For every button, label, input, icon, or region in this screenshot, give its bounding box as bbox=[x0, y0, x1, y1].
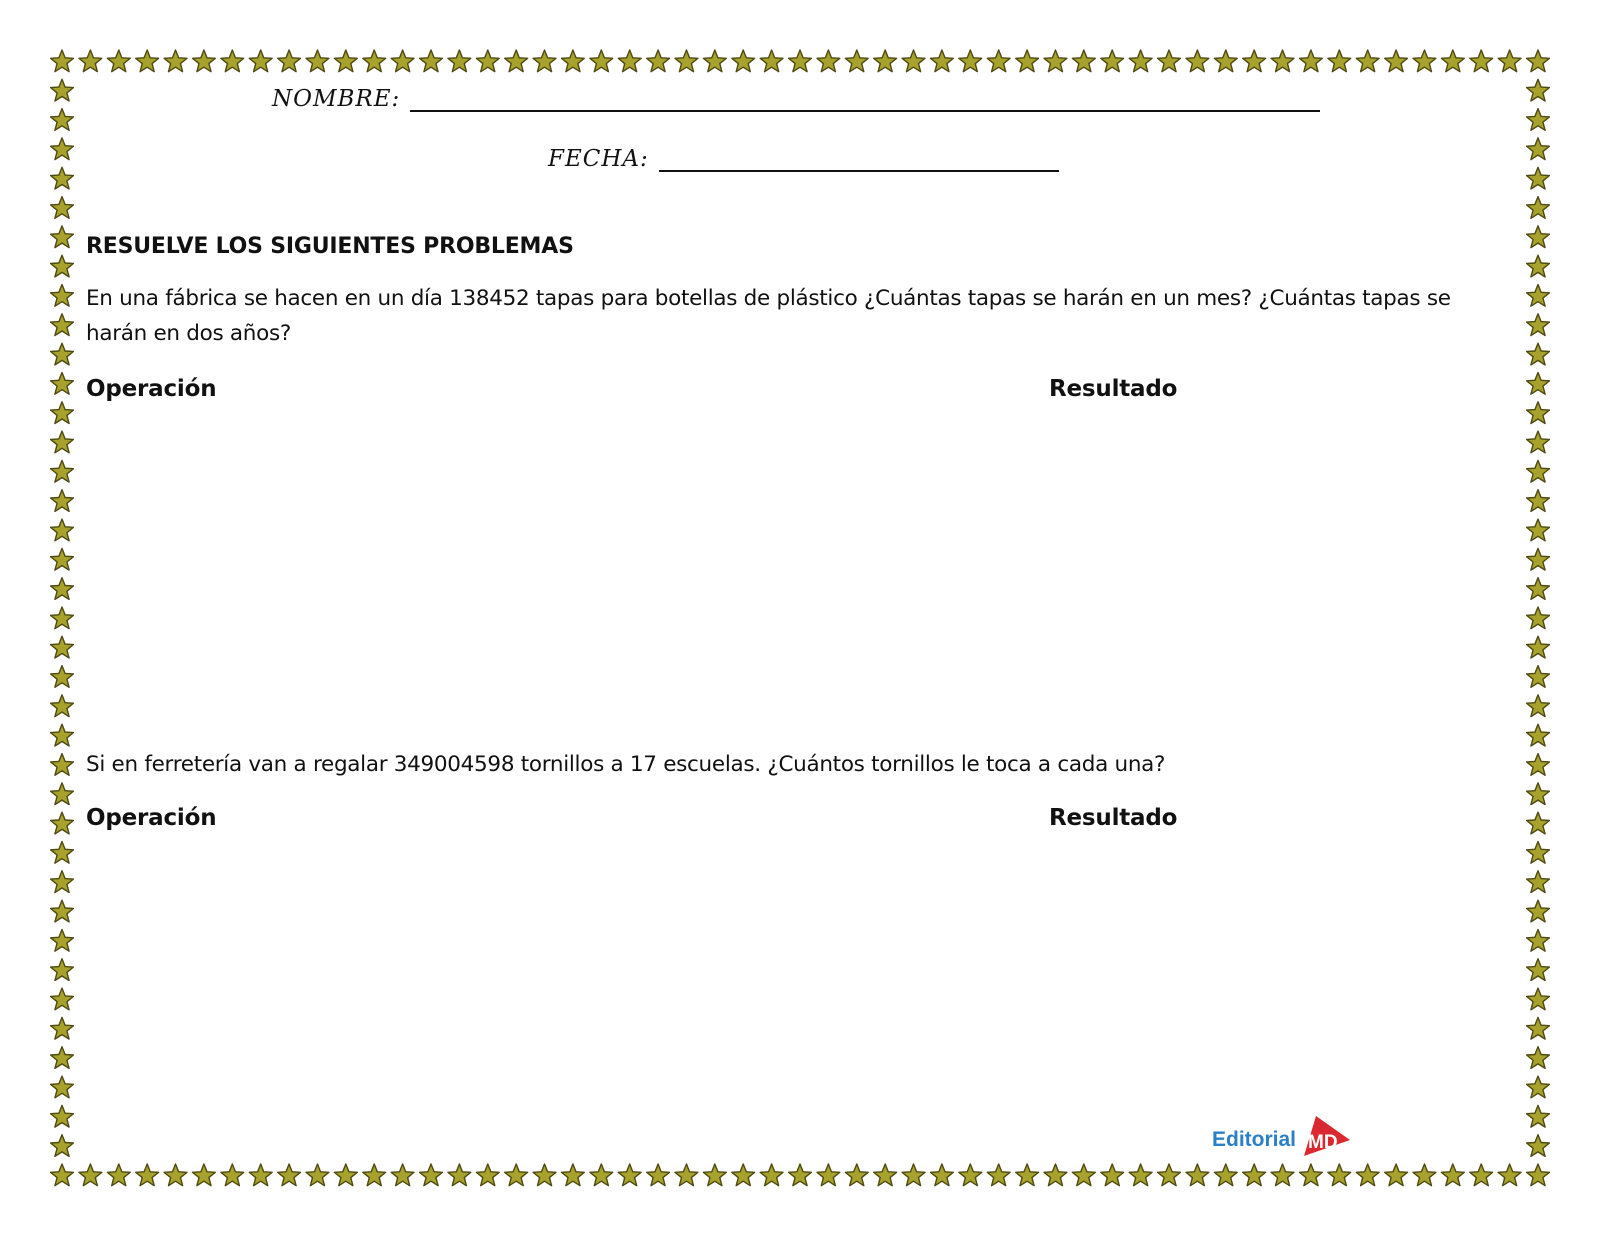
star-icon bbox=[51, 402, 74, 424]
name-blank-line[interactable] bbox=[410, 86, 1320, 112]
star-icon bbox=[1527, 959, 1550, 981]
star-icon bbox=[618, 1164, 641, 1186]
star-icon bbox=[221, 50, 244, 72]
date-blank-line[interactable] bbox=[659, 146, 1059, 172]
star-icon bbox=[533, 50, 556, 72]
star-icon bbox=[448, 1164, 471, 1186]
star-icon bbox=[1214, 50, 1237, 72]
star-icon bbox=[79, 1164, 102, 1186]
star-icon bbox=[334, 1164, 357, 1186]
star-icon bbox=[647, 50, 670, 72]
star-icon bbox=[1129, 1164, 1152, 1186]
star-icon bbox=[51, 373, 74, 395]
star-icon bbox=[136, 1164, 159, 1186]
star-icon bbox=[789, 1164, 812, 1186]
star-icon bbox=[1527, 1047, 1550, 1069]
star-icon bbox=[51, 1105, 74, 1127]
star-icon bbox=[1527, 578, 1550, 600]
star-icon bbox=[1356, 50, 1379, 72]
star-icon bbox=[51, 666, 74, 688]
star-icon bbox=[1527, 636, 1550, 658]
star-icon bbox=[1527, 50, 1550, 72]
star-icon bbox=[1527, 226, 1550, 248]
star-icon bbox=[1527, 695, 1550, 717]
star-icon bbox=[1527, 402, 1550, 424]
star-icon bbox=[51, 900, 74, 922]
problem-2-operation-label: Operación bbox=[86, 805, 217, 831]
star-icon bbox=[1158, 1164, 1181, 1186]
star-icon bbox=[817, 50, 840, 72]
star-icon bbox=[618, 50, 641, 72]
star-icon bbox=[1527, 373, 1550, 395]
star-icon bbox=[732, 50, 755, 72]
star-icon bbox=[306, 50, 329, 72]
star-icon bbox=[1072, 50, 1095, 72]
star-icon bbox=[590, 1164, 613, 1186]
star-icon bbox=[136, 50, 159, 72]
star-icon bbox=[107, 50, 130, 72]
star-icon bbox=[505, 50, 528, 72]
star-icon bbox=[51, 460, 74, 482]
star-icon bbox=[51, 1047, 74, 1069]
star-icon bbox=[1186, 50, 1209, 72]
star-icon bbox=[278, 50, 301, 72]
star-icon bbox=[675, 1164, 698, 1186]
star-icon bbox=[1527, 519, 1550, 541]
star-icon bbox=[51, 490, 74, 512]
star-icon bbox=[51, 1076, 74, 1098]
star-icon bbox=[1527, 1105, 1550, 1127]
star-icon bbox=[51, 1164, 74, 1186]
star-icon bbox=[1385, 1164, 1408, 1186]
star-icon bbox=[51, 226, 74, 248]
star-icon bbox=[476, 1164, 499, 1186]
star-icon bbox=[1470, 1164, 1493, 1186]
star-icon bbox=[1101, 1164, 1124, 1186]
editorial-md-logo bbox=[1212, 1122, 1354, 1158]
star-icon bbox=[1527, 666, 1550, 688]
star-icon bbox=[164, 1164, 187, 1186]
logo-mark: MD bbox=[1308, 1132, 1338, 1153]
star-icon bbox=[164, 50, 187, 72]
star-icon bbox=[562, 1164, 585, 1186]
star-icon bbox=[1498, 50, 1521, 72]
star-icon bbox=[1527, 460, 1550, 482]
star-icon bbox=[363, 1164, 386, 1186]
date-label: FECHA: bbox=[548, 146, 649, 172]
star-icon bbox=[51, 988, 74, 1010]
star-icon bbox=[51, 842, 74, 864]
star-icon bbox=[1527, 1164, 1550, 1186]
star-icon bbox=[1328, 50, 1351, 72]
star-icon bbox=[1214, 1164, 1237, 1186]
star-icon bbox=[51, 138, 74, 160]
star-icon bbox=[1044, 50, 1067, 72]
star-icon bbox=[1498, 1164, 1521, 1186]
star-icon bbox=[533, 1164, 556, 1186]
star-icon bbox=[703, 50, 726, 72]
star-icon bbox=[193, 1164, 216, 1186]
star-icon bbox=[845, 50, 868, 72]
star-icon bbox=[1129, 50, 1152, 72]
star-icon bbox=[1356, 1164, 1379, 1186]
star-icon bbox=[1527, 1017, 1550, 1039]
star-icon bbox=[1527, 1135, 1550, 1157]
star-icon bbox=[51, 607, 74, 629]
problem-1-operation-label: Operación bbox=[86, 376, 217, 402]
star-icon bbox=[1243, 50, 1266, 72]
star-icon bbox=[334, 50, 357, 72]
star-icon bbox=[1441, 50, 1464, 72]
star-icon bbox=[1300, 1164, 1323, 1186]
star-icon bbox=[1527, 285, 1550, 307]
star-icon bbox=[1527, 842, 1550, 864]
star-icon bbox=[675, 50, 698, 72]
star-icon bbox=[51, 519, 74, 541]
star-icon bbox=[51, 959, 74, 981]
star-icon bbox=[1527, 900, 1550, 922]
problem-2-result-label: Resultado bbox=[1049, 805, 1178, 831]
star-icon bbox=[79, 50, 102, 72]
star-icon bbox=[420, 1164, 443, 1186]
star-icon bbox=[51, 109, 74, 131]
star-icon bbox=[51, 754, 74, 776]
star-icon bbox=[1413, 1164, 1436, 1186]
star-icon bbox=[760, 1164, 783, 1186]
star-icon bbox=[959, 50, 982, 72]
star-icon bbox=[1243, 1164, 1266, 1186]
star-icon bbox=[590, 50, 613, 72]
star-icon bbox=[51, 167, 74, 189]
star-icon bbox=[505, 1164, 528, 1186]
star-icon bbox=[1527, 138, 1550, 160]
star-icon bbox=[1271, 50, 1294, 72]
star-icon bbox=[1527, 167, 1550, 189]
star-icon bbox=[448, 50, 471, 72]
star-icon bbox=[1441, 1164, 1464, 1186]
star-icon bbox=[1016, 50, 1039, 72]
star-icon bbox=[1101, 50, 1124, 72]
star-icon bbox=[1527, 783, 1550, 805]
star-icon bbox=[817, 1164, 840, 1186]
star-icon bbox=[902, 1164, 925, 1186]
star-icon bbox=[1527, 343, 1550, 365]
star-icon bbox=[306, 1164, 329, 1186]
star-icon bbox=[931, 50, 954, 72]
star-icon bbox=[51, 255, 74, 277]
star-icon bbox=[1186, 1164, 1209, 1186]
star-icon bbox=[760, 50, 783, 72]
star-icon bbox=[1527, 871, 1550, 893]
star-icon bbox=[51, 343, 74, 365]
star-icon bbox=[789, 50, 812, 72]
star-icon bbox=[987, 50, 1010, 72]
star-icon bbox=[420, 50, 443, 72]
star-icon bbox=[1271, 1164, 1294, 1186]
star-icon bbox=[249, 50, 272, 72]
star-icon bbox=[1158, 50, 1181, 72]
star-icon bbox=[1527, 548, 1550, 570]
star-icon bbox=[874, 50, 897, 72]
star-icon bbox=[51, 1135, 74, 1157]
star-icon bbox=[51, 871, 74, 893]
star-icon bbox=[51, 79, 74, 101]
star-icon bbox=[1527, 930, 1550, 952]
star-icon bbox=[647, 1164, 670, 1186]
star-icon bbox=[51, 636, 74, 658]
star-icon bbox=[51, 724, 74, 746]
star-icon bbox=[1527, 607, 1550, 629]
logo-text: Editorial bbox=[1212, 1128, 1297, 1151]
star-icon bbox=[1527, 255, 1550, 277]
star-icon bbox=[51, 431, 74, 453]
star-icon bbox=[732, 1164, 755, 1186]
star-icon bbox=[391, 50, 414, 72]
problem-2-text: Si en ferretería van a regalar 349004598 tornillos a 17 escuelas. ¿Cuántos tornillos le toca a cada una? bbox=[86, 752, 1166, 777]
star-icon bbox=[1072, 1164, 1095, 1186]
problem-1-text: En una fábrica se hacen en un día 138452 tapas para botellas de plástico ¿Cuántas tapas se harán en un mes? ¿Cuántas tapas se harán en dos años? bbox=[86, 286, 1451, 346]
star-icon bbox=[51, 578, 74, 600]
star-icon bbox=[1527, 109, 1550, 131]
name-field bbox=[272, 86, 1320, 112]
star-icon bbox=[51, 285, 74, 307]
star-icon bbox=[51, 812, 74, 834]
date-field bbox=[548, 146, 1059, 172]
star-icon bbox=[221, 1164, 244, 1186]
star-icon bbox=[51, 197, 74, 219]
star-icon bbox=[1527, 1076, 1550, 1098]
star-icon bbox=[363, 50, 386, 72]
star-icon bbox=[476, 50, 499, 72]
star-icon bbox=[1527, 812, 1550, 834]
md-logo-icon bbox=[1300, 1112, 1354, 1158]
star-icon bbox=[193, 50, 216, 72]
star-icon bbox=[987, 1164, 1010, 1186]
star-icon bbox=[1385, 50, 1408, 72]
star-icon bbox=[51, 314, 74, 336]
star-icon bbox=[107, 1164, 130, 1186]
star-icon bbox=[51, 548, 74, 570]
star-icon bbox=[1470, 50, 1493, 72]
star-icon bbox=[1328, 1164, 1351, 1186]
name-label: NOMBRE: bbox=[272, 86, 401, 112]
star-icon bbox=[391, 1164, 414, 1186]
star-icon bbox=[874, 1164, 897, 1186]
star-icon bbox=[51, 783, 74, 805]
star-icon bbox=[902, 50, 925, 72]
star-icon bbox=[562, 50, 585, 72]
star-icon bbox=[1044, 1164, 1067, 1186]
star-icon bbox=[1527, 754, 1550, 776]
star-icon bbox=[51, 1017, 74, 1039]
star-icon bbox=[959, 1164, 982, 1186]
star-icon bbox=[51, 930, 74, 952]
star-icon bbox=[1016, 1164, 1039, 1186]
star-icon bbox=[703, 1164, 726, 1186]
star-icon bbox=[1300, 50, 1323, 72]
star-icon bbox=[1527, 988, 1550, 1010]
star-icon bbox=[249, 1164, 272, 1186]
star-icon bbox=[1527, 724, 1550, 746]
star-icon bbox=[845, 1164, 868, 1186]
star-icon bbox=[278, 1164, 301, 1186]
worksheet-heading: RESUELVE LOS SIGUIENTES PROBLEMAS bbox=[86, 234, 574, 259]
star-icon bbox=[1413, 50, 1436, 72]
star-icon bbox=[51, 50, 74, 72]
star-icon bbox=[1527, 490, 1550, 512]
star-icon bbox=[1527, 431, 1550, 453]
star-icon bbox=[1527, 79, 1550, 101]
problem-1-result-label: Resultado bbox=[1049, 376, 1178, 402]
star-icon bbox=[1527, 314, 1550, 336]
star-icon bbox=[1527, 197, 1550, 219]
star-icon bbox=[931, 1164, 954, 1186]
star-icon bbox=[51, 695, 74, 717]
